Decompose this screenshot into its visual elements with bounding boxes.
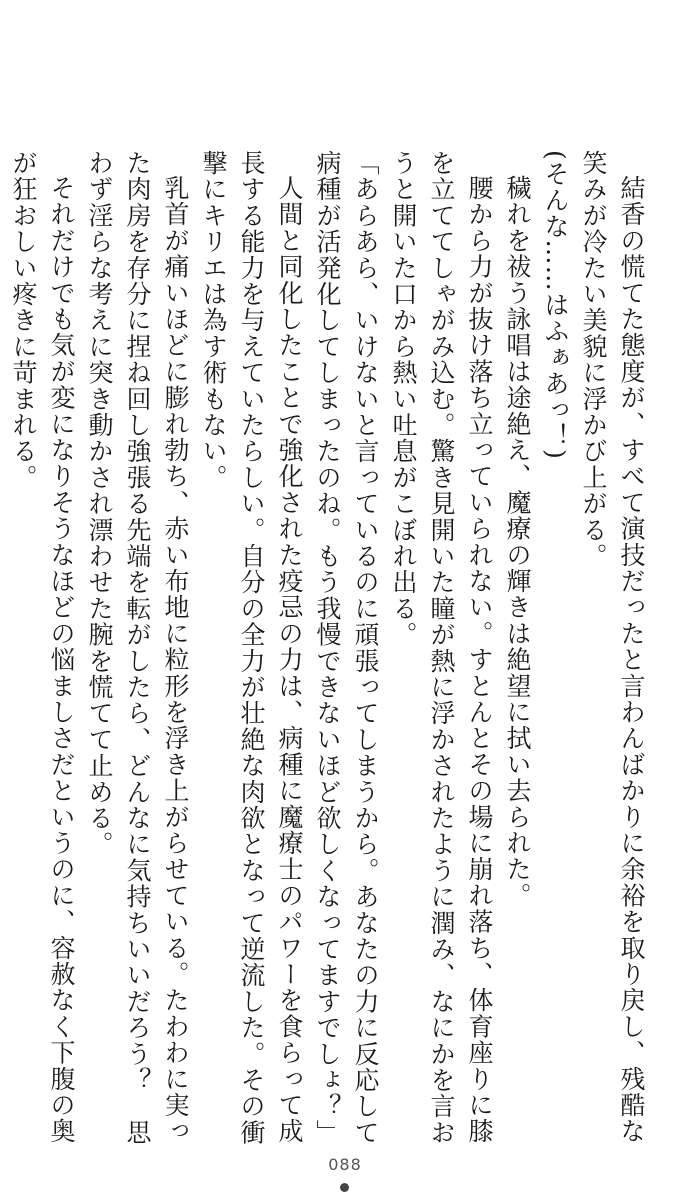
paragraph-5-dialogue: 「あらあら、いけないと言っているのに頑張ってしまうから。あなたの力に反応して病種が活発化してしまったのね。もう我慢できないほど欲しくなってますでしょ？」 xyxy=(313,150,380,1146)
paragraph-2-inner-thought: (そんな……はふぁあっ！) xyxy=(541,150,570,461)
paragraph-8: それだけでも気が変になりそうなほどの悩ましさだというのに、容赦なく下腹の奥が狂おしい疼きに苛まれる。 xyxy=(9,150,76,1145)
page-number: 088 xyxy=(328,1155,362,1174)
paragraph-1: 結香の慌てた態度が、すべて演技だったと言わんばかりに余裕を取り戻し、残酷な笑みが冷たい美貌に浮かび上がる。 xyxy=(579,150,646,1145)
paragraph-7: 乳首が痛いほどに膨れ勃ち、赤い布地に粒形を浮き上がらせている。たわわに実った肉房を存分に捏ね回し強張る先端を転がしたら、どんなに気持ちいいだろう？ 思わず淫らな考えに突き動かされ漂わせた腕を慌てて止める。 xyxy=(85,150,190,1146)
paragraph-4: 腰から力が抜け落ち立っていられない。すとんとその場に崩れ落ち、体育座りに膝を立ててしゃがみ込む。驚き見開いた瞳が熱に浮かされたように潤み、なにかを言おうと開いた口から熱い吐息がこぼれ出る。 xyxy=(389,150,494,1146)
paragraph-3: 穢れを祓う詠唱は途絶え、魔療の輝きは絶望に拭い去られた。 xyxy=(503,175,532,909)
page-dot-ornament xyxy=(340,1183,349,1192)
vertical-text-body xyxy=(9,150,650,1150)
paragraph-6: 人間と同化したことで強化された疫忌の力は、病種に魔療士のパワーを食らって成長する能力を与えていたらしい。自分の全力が壮絶な肉欲となって逆流した。その衝撃にキリエは為す術もない。 xyxy=(199,150,304,1146)
